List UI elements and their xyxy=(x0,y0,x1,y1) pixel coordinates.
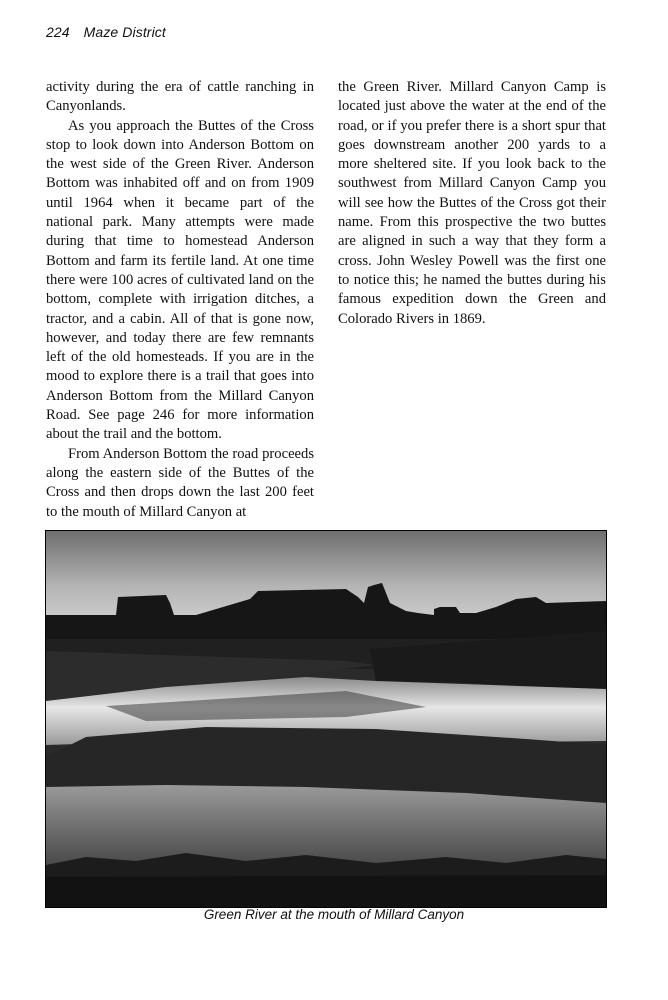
page-number: 224 xyxy=(46,24,70,40)
paragraph-millard-canyon-camp: the Green River. Millard Canyon Camp is located just above the water at the end of the road, or if you prefer there is a short spur that goes downstream another 200 yards to a more sheltered site. If you look back to the southwest from Millard Canyon Camp you will see how the Buttes of the Cross got their name. From this prospective the two buttes are aligned in such a way that they form a cross. John Wesley Powell was the first one to notice this; he named the buttes during his famous expedition down the Green and Colorado Rivers in 1869. xyxy=(338,79,606,327)
left-column xyxy=(46,78,314,522)
running-head xyxy=(46,24,166,40)
section-title: Maze District xyxy=(83,24,166,40)
paragraph-anderson-bottom: As you approach the Buttes of the Cross stop to look down into Anderson Bottom on the west side of the Green River. Anderson Bottom was inhabited off and on from 1909 until 1964 when it became part of the national park. Many attempts were made during that time to homestead Anderson Bottom and farm its fertile land. At one time there were 100 acres of cultivated land on the bottom, complete with irrigation ditches, a tractor, and a cabin. All of that is gone now, however, and today there are few remnants left of the old homesteads. If you are in the mood to explore there is a trail that goes into Anderson Bottom from the Millard Canyon Road. See page 246 for more information about the trail and the bottom. xyxy=(46,117,314,443)
paragraph-continued: activity during the era of cattle ranching in Canyonlands. xyxy=(46,79,314,115)
right-column xyxy=(338,78,606,329)
paragraph-road: From Anderson Bottom the road proceeds along the eastern side of the Buttes of the Cross and then drops down the last 200 feet to the mouth of Millard Canyon at xyxy=(46,445,314,520)
photo-green-river xyxy=(45,530,607,908)
photo-caption: Green River at the mouth of Millard Canyon xyxy=(203,907,465,922)
